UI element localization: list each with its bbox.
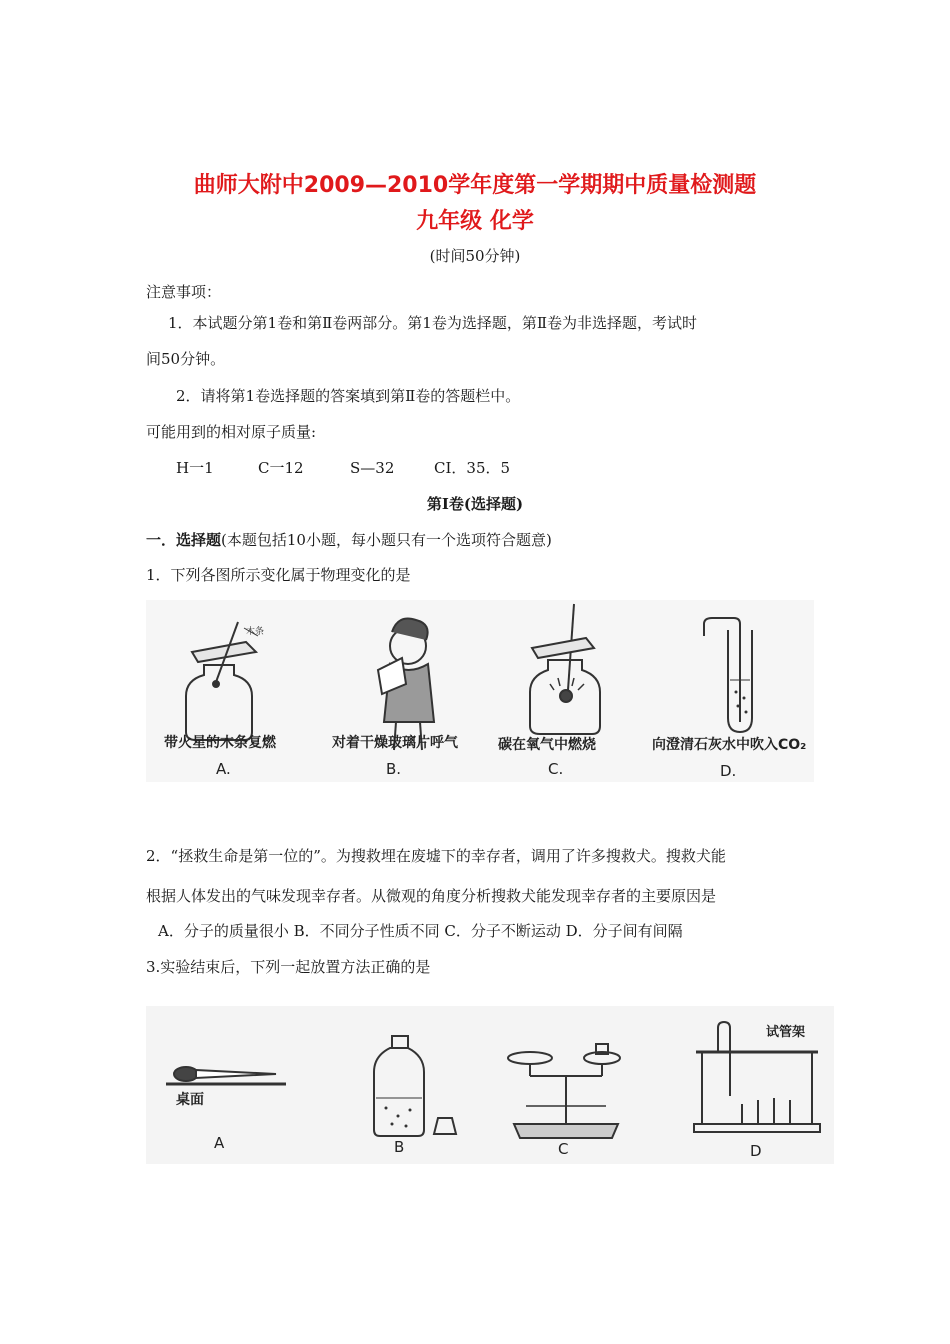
part-heading <box>146 530 552 550</box>
figure-a-caption: 带火星的木条复燃 <box>164 735 276 751</box>
question-3-drawings <box>146 1006 834 1164</box>
figure-c-caption: 碳在氧气中燃烧 <box>498 737 596 753</box>
dropper-on-table-drawing <box>166 1067 286 1084</box>
open-bottle-drawing <box>374 1036 456 1136</box>
atomic-mass-heading: 可能用到的相对原子质量: <box>146 423 317 441</box>
figure-b-caption: 对着干燥玻璃片呼气 <box>332 735 458 751</box>
question-2-stem-cont: 根据人体发出的气味发现幸存者。从微观的角度分析搜救犬能发现幸存者的主要原因是 <box>146 887 717 905</box>
figure-d-caption: 向澄清石灰水中吹入CO₂ <box>652 737 807 753</box>
question-2-options: A．分子的质量很小 B．不同分子性质不同 C．分子不断运动 D．分子间有间隔 <box>158 922 683 940</box>
q3-letter-b: B <box>394 1138 405 1156</box>
question-3-stem: 3.实验结束后，下列一起放置方法正确的是 <box>146 958 431 976</box>
notes-heading: 注意事项： <box>146 283 222 301</box>
exam-title: 曲师大附中2009—2010学年度第一学期期中质量检测题 <box>193 173 757 198</box>
atomic-mass-c: C一12 <box>258 459 304 477</box>
test-tube-limewater-drawing <box>704 618 752 732</box>
question-1-drawings <box>146 600 814 782</box>
q3-letter-a: A <box>214 1134 225 1152</box>
atomic-mass-cl: CI．35．5 <box>434 459 511 477</box>
atomic-mass-h: H一1 <box>176 459 214 477</box>
section-title: 第Ⅰ卷(选择题) <box>426 495 524 513</box>
bottle-with-splint-drawing <box>186 622 258 740</box>
notes-item-2: 2．请将第1卷选择题的答案填到第Ⅱ卷的答题栏中。 <box>176 387 521 405</box>
question-2-stem: 2．“拯救生命是第一位的”。为搜救埋在废墟下的幸存者，调用了许多搜救犬。搜救犬能 <box>146 847 726 865</box>
exam-subtitle: 九年级 化学 <box>416 209 534 234</box>
notes-item-1-cont: 间50分钟。 <box>146 350 226 368</box>
question-1-stem: 1．下列各图所示变化属于物理变化的是 <box>146 566 411 584</box>
splint-label: 木条 <box>246 627 265 637</box>
q3-letter-d: D <box>750 1142 762 1160</box>
part-label: 一．选择题 <box>146 531 222 549</box>
rack-label: 试管架 <box>766 1025 806 1040</box>
girl-breathing-drawing <box>378 619 434 751</box>
bottle-carbon-burning-drawing <box>530 604 600 734</box>
notes-item-1: 1．本试题分第1卷和第Ⅱ卷两部分。第1卷为选择题，第Ⅱ卷为非选择题，考试时 <box>168 314 698 332</box>
table-label: 桌面 <box>176 1092 204 1108</box>
time-note: (时间50分钟) <box>429 247 521 265</box>
part-note: (本题包括10小题，每小题只有一个选项符合题意) <box>221 531 552 549</box>
figure-c-letter: C. <box>548 760 564 778</box>
question-1-figure <box>146 600 814 782</box>
question-3-figure <box>146 1006 834 1164</box>
atomic-mass-s: S—32 <box>350 459 395 477</box>
balance-drawing <box>508 1044 620 1138</box>
figure-a-letter: A. <box>216 760 231 778</box>
q3-letter-c: C <box>558 1140 569 1158</box>
figure-d-letter: D. <box>720 762 737 780</box>
figure-b-letter: B. <box>386 760 402 778</box>
